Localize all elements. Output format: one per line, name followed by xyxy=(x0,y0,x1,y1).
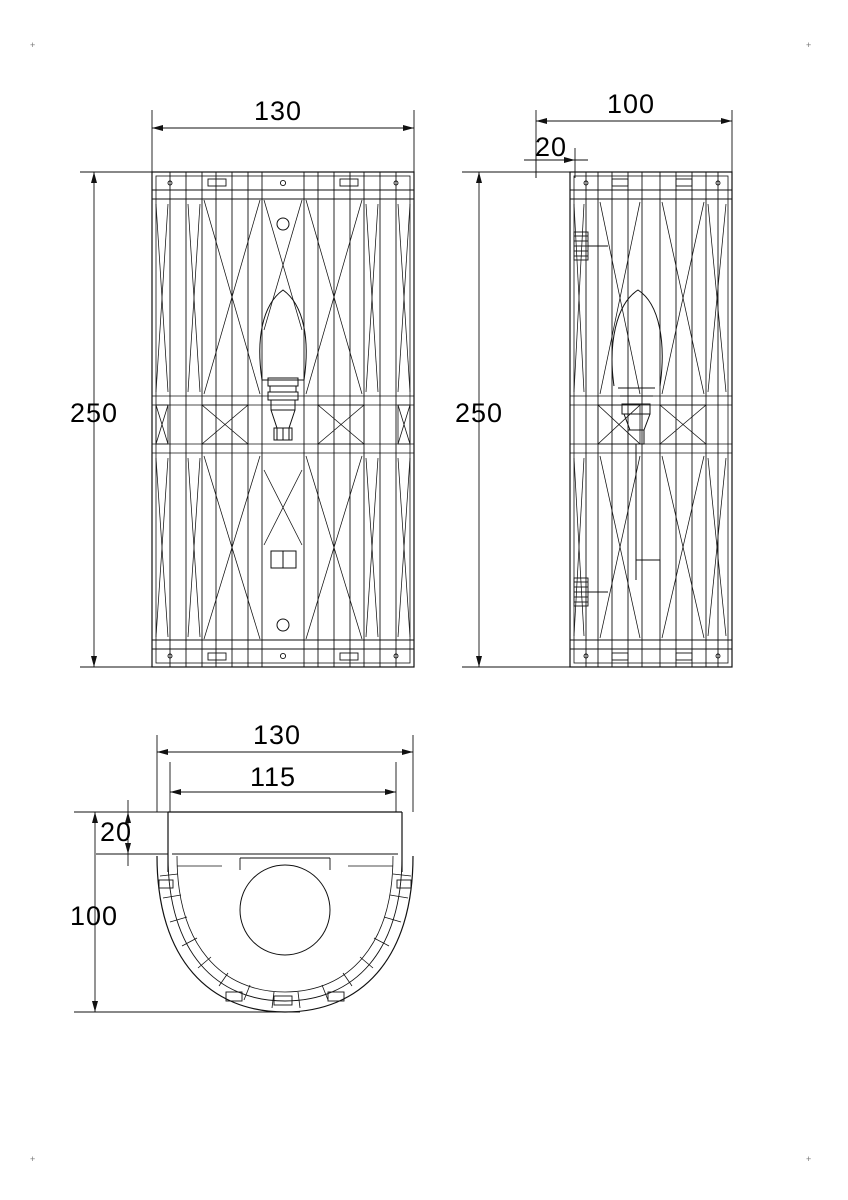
corner-mark-bottom-right: + xyxy=(806,1154,812,1164)
top-view-group xyxy=(74,735,413,1012)
corner-mark-top-left: + xyxy=(30,40,36,50)
side-height-dimension-label: 250 xyxy=(455,398,504,428)
top-inner-width-dimension-label: 115 xyxy=(250,762,297,792)
corner-mark-bottom-left: + xyxy=(30,1154,36,1164)
side-diamond-facets xyxy=(598,405,706,444)
front-crystal-rod-lines xyxy=(170,172,396,667)
front-facet-hatch xyxy=(156,200,410,639)
side-width-dimension-label: 100 xyxy=(607,89,656,119)
side-bulb xyxy=(612,290,662,600)
top-plate-depth-dimension-label: 20 xyxy=(100,817,133,847)
side-view-group xyxy=(462,110,732,667)
corner-mark-top-right: + xyxy=(806,40,812,50)
side-facet-bands xyxy=(570,396,732,453)
top-width-dimension-label: 130 xyxy=(253,720,302,750)
front-facet-bands xyxy=(152,396,414,453)
front-bulb xyxy=(260,290,306,440)
side-facet-hatch xyxy=(574,202,726,638)
top-depth-dimension-label: 100 xyxy=(70,901,119,931)
top-facet-segments xyxy=(160,874,411,1008)
front-height-dimension-label: 250 xyxy=(70,398,119,428)
side-tabs xyxy=(584,179,720,660)
front-view-group xyxy=(80,110,414,667)
front-tabs xyxy=(168,179,398,660)
front-width-dimension-label: 130 xyxy=(254,96,303,126)
side-offset-dimension-label: 20 xyxy=(535,132,568,162)
